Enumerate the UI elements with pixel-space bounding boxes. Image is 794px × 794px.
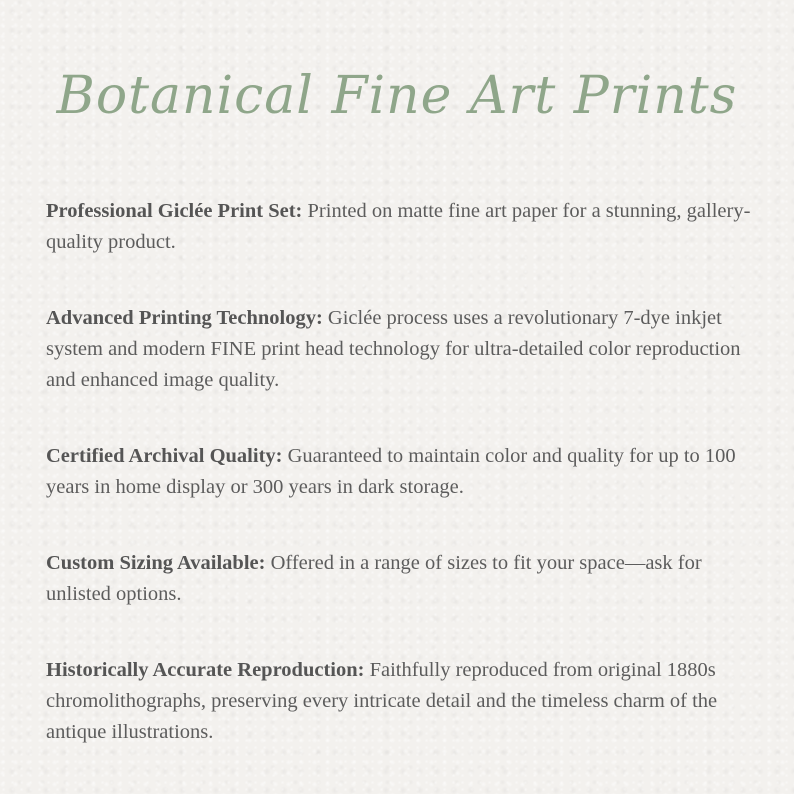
feature-description: Offered in a range of sizes to fit your space—ask for unlisted options. <box>46 552 702 605</box>
page-title: Botanical Fine Art Prints <box>56 66 738 126</box>
feature-item-archival-quality <box>46 441 756 503</box>
feature-label: Professional Giclée Print Set: <box>46 200 303 222</box>
feature-list <box>46 196 756 793</box>
feature-description: Giclée process uses a revolutionary 7-dye inkjet system and modern FINE print head technology for ultra-detailed color reproduction and enhanced image quality. <box>46 307 741 391</box>
feature-item-custom-sizing <box>46 548 756 610</box>
feature-item-printing-technology <box>46 303 756 396</box>
feature-item-historical-reproduction <box>46 655 756 748</box>
feature-label: Advanced Printing Technology: <box>46 307 323 329</box>
feature-label: Historically Accurate Reproduction: <box>46 659 365 681</box>
feature-label: Custom Sizing Available: <box>46 552 266 574</box>
feature-label: Certified Archival Quality: <box>46 445 283 467</box>
feature-description: Printed on matte fine art paper for a stunning, gallery-quality product. <box>46 200 751 253</box>
feature-item-giclee-print-set <box>46 196 756 258</box>
feature-description: Faithfully reproduced from original 1880s chromolithographs, preserving every intricate detail and the timeless charm of the antique illustrations. <box>46 659 718 743</box>
feature-description: Guaranteed to maintain color and quality for up to 100 years in home display or 300 years in dark storage. <box>46 445 736 498</box>
